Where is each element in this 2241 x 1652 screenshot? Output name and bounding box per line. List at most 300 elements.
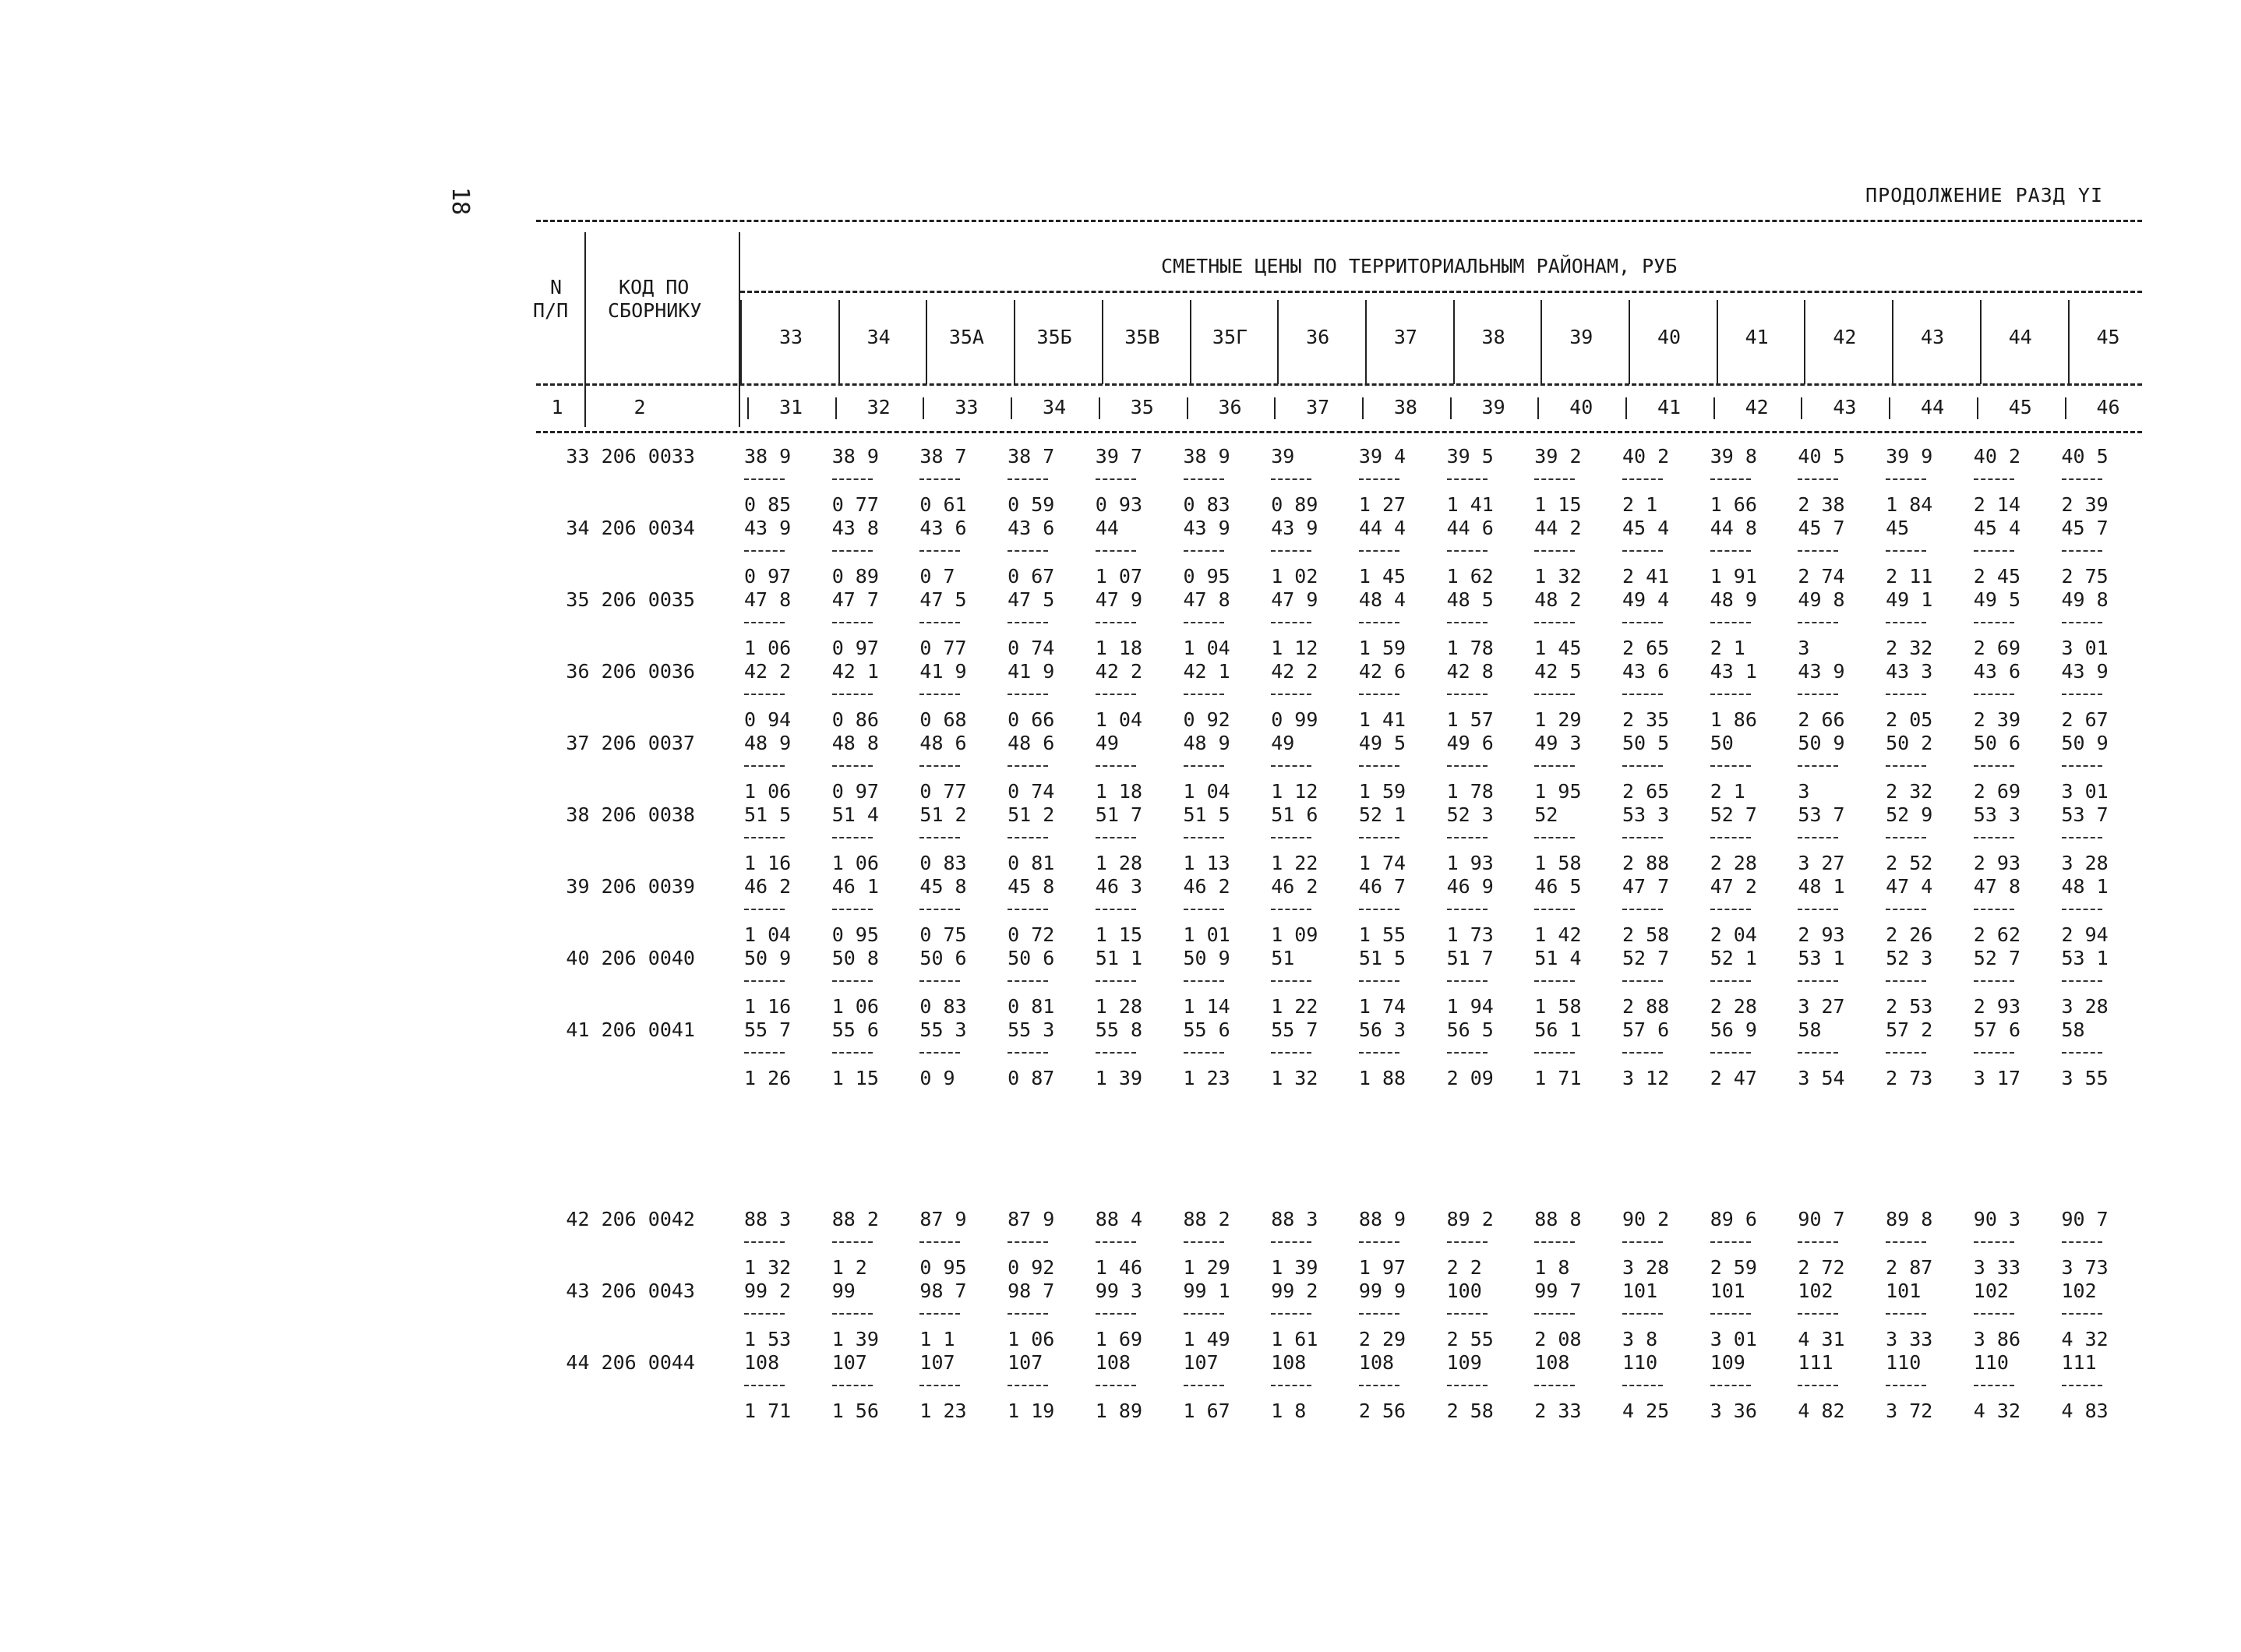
price-value: 51 5 (744, 803, 792, 826)
fraction-rule (1798, 1385, 1838, 1386)
surcharge-value: 1 78 (1446, 637, 1494, 659)
price-value: 44 8 (1710, 517, 1757, 539)
fraction-rule (1184, 1385, 1224, 1386)
fraction-rule (1710, 478, 1751, 480)
surcharge-value: 0 83 (919, 995, 967, 1018)
surcharge-value: 1 28 (1095, 852, 1143, 874)
surcharge-value: 0 61 (919, 493, 967, 516)
price-value: 102 (1973, 1280, 2009, 1302)
price-value: 42 1 (831, 660, 879, 683)
district-header-cell: 35В (1124, 326, 1160, 348)
price-value: 40 2 (1973, 445, 2021, 468)
surcharge-value: 3 17 (1973, 1067, 2021, 1089)
surcharge-value: 1 49 (1183, 1328, 1230, 1350)
surcharge-value: 1 32 (744, 1256, 792, 1279)
surcharge-value: 1 53 (744, 1328, 792, 1350)
fraction-rule (1359, 1313, 1399, 1315)
district-divider (740, 300, 742, 384)
price-value: 38 7 (1008, 445, 1055, 468)
price-value: 109 (1446, 1351, 1482, 1374)
price-value: 47 8 (1183, 588, 1230, 611)
index-header-cell: 42 (1745, 396, 1769, 418)
surcharge-value: 3 36 (1710, 1400, 1757, 1422)
fraction-rule (832, 1385, 873, 1386)
fraction-rule (1271, 1385, 1311, 1386)
price-value: 49 5 (1973, 588, 2021, 611)
fraction-rule (1622, 478, 1663, 480)
district-header-cell: 35А (948, 326, 984, 348)
fraction-rule (1184, 550, 1224, 552)
price-value: 90 7 (1798, 1208, 1845, 1230)
fraction-rule (744, 550, 785, 552)
surcharge-value: 2 05 (1886, 708, 1933, 731)
price-value: 49 6 (1446, 732, 1494, 754)
price-value: 53 7 (2061, 803, 2109, 826)
surcharge-value: 1 16 (744, 995, 792, 1018)
col-divider-no (584, 232, 586, 427)
surcharge-value: 1 29 (1183, 1256, 1230, 1279)
surcharge-value: 1 39 (1271, 1256, 1318, 1279)
fraction-rule (919, 980, 960, 982)
surcharge-value: 1 04 (1183, 637, 1230, 659)
district-header-cell: 43 (1921, 326, 1945, 348)
price-value: 50 6 (1008, 947, 1055, 969)
fraction-rule (1359, 550, 1399, 552)
price-value: 55 7 (1271, 1018, 1318, 1041)
surcharge-value: 1 97 (1358, 1256, 1406, 1279)
fraction-rule (832, 478, 873, 480)
fraction-rule (1271, 478, 1311, 480)
fraction-rule (1271, 1313, 1311, 1315)
price-value: 42 8 (1446, 660, 1494, 683)
surcharge-value: 2 66 (1798, 708, 1845, 731)
fraction-rule (1798, 622, 1838, 623)
fraction-rule (1184, 980, 1224, 982)
fraction-rule (1096, 622, 1136, 623)
surcharge-value: 1 19 (1008, 1400, 1055, 1422)
surcharge-value: 2 88 (1622, 995, 1670, 1018)
fraction-rule (1359, 478, 1399, 480)
surcharge-value: 1 18 (1095, 780, 1143, 803)
fraction-rule (1974, 1052, 2014, 1054)
fraction-rule (1886, 622, 1926, 623)
surcharge-value: 1 15 (1534, 493, 1582, 516)
price-value: 52 3 (1446, 803, 1494, 826)
fraction-rule (1534, 694, 1575, 695)
fraction-rule (1534, 622, 1575, 623)
surcharge-value: 1 14 (1183, 995, 1230, 1018)
price-value: 99 9 (1358, 1280, 1406, 1302)
surcharge-value: 2 88 (1622, 852, 1670, 874)
fraction-rule (919, 1241, 960, 1243)
fraction-rule (2062, 478, 2102, 480)
price-value: 52 1 (1710, 947, 1757, 969)
fraction-rule (1798, 550, 1838, 552)
surcharge-value: 2 32 (1886, 637, 1933, 659)
price-value: 48 9 (1183, 732, 1230, 754)
district-header-cell: 44 (2008, 326, 2032, 348)
price-value: 98 7 (1008, 1280, 1055, 1302)
price-value: 45 4 (1973, 517, 2021, 539)
index-divider (1450, 397, 1452, 419)
price-value: 101 (1886, 1280, 1922, 1302)
surcharge-value: 3 27 (1798, 852, 1845, 874)
surcharge-value: 1 32 (1534, 565, 1582, 588)
fraction-rule (1447, 909, 1488, 910)
price-value: 43 9 (2061, 660, 2109, 683)
fraction-rule (744, 909, 785, 910)
price-value: 88 2 (1183, 1208, 1230, 1230)
fraction-rule (1974, 1385, 2014, 1386)
continuation-heading: ПРОДОЛЖЕНИЕ РАЗД YI (1865, 184, 2103, 206)
district-header-cell: 37 (1393, 326, 1417, 348)
fraction-rule (1184, 837, 1224, 838)
price-value: 46 2 (1271, 875, 1318, 898)
surcharge-value: 1 89 (1095, 1400, 1143, 1422)
fraction-rule (1974, 980, 2014, 982)
fraction-rule (1534, 980, 1575, 982)
fraction-rule (919, 1313, 960, 1315)
surcharge-value: 1 93 (1446, 852, 1494, 874)
surcharge-value: 1 06 (744, 637, 792, 659)
surcharge-value: 1 94 (1446, 995, 1494, 1018)
surcharge-value: 1 12 (1271, 780, 1318, 803)
price-value: 48 5 (1446, 588, 1494, 611)
price-value: 50 5 (1622, 732, 1670, 754)
fraction-rule (1974, 622, 2014, 623)
surcharge-value: 0 99 (1271, 708, 1318, 731)
surcharge-value: 2 87 (1886, 1256, 1933, 1279)
surcharge-value: 1 45 (1358, 565, 1406, 588)
row-code-label: 36 206 0036 (566, 660, 695, 683)
fraction-rule (919, 909, 960, 910)
price-value: 56 3 (1358, 1018, 1406, 1041)
fraction-rule (1184, 1313, 1224, 1315)
fraction-rule (1271, 980, 1311, 982)
price-value: 47 2 (1710, 875, 1757, 898)
fraction-rule (1447, 1052, 1488, 1054)
price-value: 45 (1886, 517, 1910, 539)
fraction-rule (2062, 980, 2102, 982)
fraction-rule (1974, 478, 2014, 480)
fraction-rule (1184, 1052, 1224, 1054)
fraction-rule (832, 980, 873, 982)
fraction-rule (1886, 1385, 1926, 1386)
fraction-rule (1974, 765, 2014, 767)
price-value: 53 3 (1973, 803, 2021, 826)
fraction-rule (832, 622, 873, 623)
fraction-rule (1271, 909, 1311, 910)
price-value: 108 (744, 1351, 780, 1374)
price-value: 102 (1798, 1280, 1833, 1302)
surcharge-value: 3 (1798, 780, 1810, 803)
price-value: 46 2 (1183, 875, 1230, 898)
fraction-rule (1096, 1241, 1136, 1243)
index-header-cell: 45 (2008, 396, 2032, 418)
price-value: 38 7 (919, 445, 967, 468)
surcharge-value: 0 95 (831, 923, 879, 946)
row-code-label: 34 206 0034 (566, 517, 695, 539)
surcharge-value: 2 72 (1798, 1256, 1845, 1279)
fraction-rule (2062, 622, 2102, 623)
price-value: 48 8 (831, 732, 879, 754)
fraction-rule (2062, 909, 2102, 910)
fraction-rule (1622, 1241, 1663, 1243)
fraction-rule (919, 765, 960, 767)
fraction-rule (1710, 980, 1751, 982)
price-value: 89 2 (1446, 1208, 1494, 1230)
price-value: 99 3 (1095, 1280, 1143, 1302)
fraction-rule (1622, 1385, 1663, 1386)
fraction-rule (1447, 837, 1488, 838)
surcharge-value: 3 33 (1973, 1256, 2021, 1279)
surcharge-value: 0 81 (1008, 995, 1055, 1018)
surcharge-value: 2 41 (1622, 565, 1670, 588)
index-divider (1625, 397, 1627, 419)
surcharge-value: 1 55 (1358, 923, 1406, 946)
price-value: 53 7 (1798, 803, 1845, 826)
surcharge-value: 0 68 (919, 708, 967, 731)
fraction-rule (1271, 694, 1311, 695)
price-value: 43 6 (1973, 660, 2021, 683)
price-value: 99 2 (1271, 1280, 1318, 1302)
price-value: 43 6 (1008, 517, 1055, 539)
header-no-line1: N (550, 276, 563, 298)
surcharge-value: 0 97 (831, 637, 879, 659)
fraction-rule (2062, 694, 2102, 695)
price-value: 48 9 (744, 732, 792, 754)
surcharge-value: 2 11 (1886, 565, 1933, 588)
fraction-rule (832, 1052, 873, 1054)
fraction-rule (1798, 1052, 1838, 1054)
price-value: 88 3 (744, 1208, 792, 1230)
index-header-cell: 31 (778, 396, 803, 418)
fraction-rule (1271, 1052, 1311, 1054)
surcharge-value: 1 59 (1358, 780, 1406, 803)
fraction-rule (1974, 909, 2014, 910)
surcharge-value: 1 42 (1534, 923, 1582, 946)
surcharge-value: 0 74 (1008, 780, 1055, 803)
fraction-rule (1798, 478, 1838, 480)
price-value: 55 7 (744, 1018, 792, 1041)
fraction-rule (832, 550, 873, 552)
surcharge-value: 2 35 (1622, 708, 1670, 731)
fraction-rule (1798, 1313, 1838, 1315)
fraction-rule (919, 622, 960, 623)
fraction-rule (1622, 1313, 1663, 1315)
surcharge-value: 1 23 (919, 1400, 967, 1422)
price-value: 39 8 (1710, 445, 1757, 468)
surcharge-value: 2 58 (1622, 923, 1670, 946)
surcharge-value: 3 73 (2061, 1256, 2109, 1279)
fraction-rule (1886, 1052, 1926, 1054)
fraction-rule (1974, 1241, 2014, 1243)
surcharge-value: 2 58 (1446, 1400, 1494, 1422)
fraction-rule (919, 478, 960, 480)
fraction-rule (1271, 765, 1311, 767)
surcharge-value: 2 65 (1622, 780, 1670, 803)
price-value: 48 2 (1534, 588, 1582, 611)
price-value: 55 3 (1008, 1018, 1055, 1041)
fraction-rule (1534, 765, 1575, 767)
fraction-rule (1710, 1313, 1751, 1315)
fraction-rule (1622, 1052, 1663, 1054)
price-value: 109 (1710, 1351, 1745, 1374)
surcharge-value: 1 73 (1446, 923, 1494, 946)
fraction-rule (1184, 909, 1224, 910)
fraction-rule (2062, 1313, 2102, 1315)
fraction-rule (1710, 622, 1751, 623)
surcharge-value: 3 55 (2061, 1067, 2109, 1089)
surcharge-value: 1 1 (919, 1328, 955, 1350)
surcharge-value: 1 84 (1886, 493, 1933, 516)
index-divider (2065, 397, 2066, 419)
price-value: 42 6 (1358, 660, 1406, 683)
surcharge-value: 0 77 (919, 780, 967, 803)
surcharge-value: 1 8 (1271, 1400, 1307, 1422)
surcharge-value: 2 39 (2061, 493, 2109, 516)
fraction-rule (1447, 1313, 1488, 1315)
price-value: 45 8 (919, 875, 967, 898)
surcharge-value: 2 62 (1973, 923, 2021, 946)
price-value: 99 1 (1183, 1280, 1230, 1302)
price-value: 51 6 (1271, 803, 1318, 826)
price-value: 88 3 (1271, 1208, 1318, 1230)
fraction-rule (1798, 909, 1838, 910)
surcharge-value: 1 06 (744, 780, 792, 803)
surcharge-value: 1 46 (1095, 1256, 1143, 1279)
surcharge-value: 0 92 (1183, 708, 1230, 731)
surcharge-value: 1 16 (744, 852, 792, 874)
price-value: 51 7 (1446, 947, 1494, 969)
price-value: 42 2 (1095, 660, 1143, 683)
price-value: 43 9 (1183, 517, 1230, 539)
price-value: 50 6 (1973, 732, 2021, 754)
fraction-rule (1622, 765, 1663, 767)
surcharge-value: 2 32 (1886, 780, 1933, 803)
surcharge-value: 3 28 (1622, 1256, 1670, 1279)
fraction-rule (1622, 622, 1663, 623)
price-value: 88 4 (1095, 1208, 1143, 1230)
surcharge-value: 3 28 (2061, 995, 2109, 1018)
index-divider (1011, 397, 1012, 419)
index-divider (1977, 397, 1978, 419)
fraction-rule (1271, 622, 1311, 623)
row-code-label: 37 206 0037 (566, 732, 695, 754)
price-value: 102 (2061, 1280, 2097, 1302)
surcharge-value: 2 28 (1710, 995, 1757, 1018)
prices-title-rule (740, 291, 2142, 293)
price-value: 99 (831, 1280, 856, 1302)
fraction-rule (2062, 837, 2102, 838)
surcharge-value: 1 09 (1271, 923, 1318, 946)
fraction-rule (1271, 837, 1311, 838)
price-value: 89 6 (1710, 1208, 1757, 1230)
price-value: 51 (1271, 947, 1295, 969)
surcharge-value: 0 83 (1183, 493, 1230, 516)
price-value: 99 2 (744, 1280, 792, 1302)
index-header-cell: 43 (1833, 396, 1857, 418)
price-value: 50 9 (1798, 732, 1845, 754)
surcharge-value: 2 14 (1973, 493, 2021, 516)
district-header-cell: 38 (1481, 326, 1505, 348)
surcharge-value: 1 57 (1446, 708, 1494, 731)
price-value: 108 (1534, 1351, 1570, 1374)
fraction-rule (1447, 694, 1488, 695)
surcharge-value: 1 07 (1095, 565, 1143, 588)
price-value: 39 4 (1358, 445, 1406, 468)
price-value: 49 (1271, 732, 1295, 754)
price-value: 49 8 (2061, 588, 2109, 611)
index-divider (1362, 397, 1364, 419)
district-header-cell: 36 (1306, 326, 1330, 348)
row-code-label: 43 206 0043 (566, 1280, 695, 1302)
row-code-label: 42 206 0042 (566, 1208, 695, 1230)
surcharge-value: 3 28 (2061, 852, 2109, 874)
price-value: 110 (1622, 1351, 1658, 1374)
price-value: 108 (1271, 1351, 1307, 1374)
fraction-rule (2062, 1241, 2102, 1243)
surcharge-value: 2 33 (1534, 1400, 1582, 1422)
price-value: 42 2 (1271, 660, 1318, 683)
surcharge-value: 4 31 (1798, 1328, 1845, 1350)
fraction-rule (1974, 1313, 2014, 1315)
fraction-rule (744, 694, 785, 695)
surcharge-value: 0 97 (744, 565, 792, 588)
price-value: 111 (1798, 1351, 1833, 1374)
price-value: 57 6 (1622, 1018, 1670, 1041)
fraction-rule (1710, 694, 1751, 695)
surcharge-value: 2 1 (1710, 780, 1745, 803)
fraction-rule (1974, 550, 2014, 552)
surcharge-value: 1 58 (1534, 852, 1582, 874)
surcharge-value: 1 06 (831, 995, 879, 1018)
district-header-cell: 35Б (1036, 326, 1072, 348)
fraction-rule (1710, 1241, 1751, 1243)
price-value: 51 2 (919, 803, 967, 826)
surcharge-value: 0 74 (1008, 637, 1055, 659)
price-value: 57 6 (1973, 1018, 2021, 1041)
surcharge-value: 3 33 (1886, 1328, 1933, 1350)
surcharge-value: 1 8 (1534, 1256, 1570, 1279)
fraction-rule (1184, 765, 1224, 767)
index-divider (1099, 397, 1100, 419)
fraction-rule (744, 980, 785, 982)
surcharge-value: 2 1 (1710, 637, 1745, 659)
price-value: 44 6 (1446, 517, 1494, 539)
surcharge-value: 1 13 (1183, 852, 1230, 874)
row-code-label: 40 206 0040 (566, 947, 695, 969)
district-header-cell: 34 (866, 326, 891, 348)
fraction-rule (1798, 1241, 1838, 1243)
price-value: 49 3 (1534, 732, 1582, 754)
row-code-label: 39 206 0039 (566, 875, 695, 898)
surcharge-value: 3 (1798, 637, 1810, 659)
index-divider (1713, 397, 1715, 419)
price-value: 50 8 (831, 947, 879, 969)
surcharge-value: 2 55 (1446, 1328, 1494, 1350)
price-value: 101 (1622, 1280, 1658, 1302)
surcharge-value: 0 95 (919, 1256, 967, 1279)
price-value: 56 9 (1710, 1018, 1757, 1041)
fraction-rule (1008, 622, 1048, 623)
surcharge-value: 0 86 (831, 708, 879, 731)
price-value: 58 (1798, 1018, 1822, 1041)
fraction-rule (1359, 765, 1399, 767)
fraction-rule (1008, 1385, 1048, 1386)
fraction-rule (919, 550, 960, 552)
price-value: 42 2 (744, 660, 792, 683)
